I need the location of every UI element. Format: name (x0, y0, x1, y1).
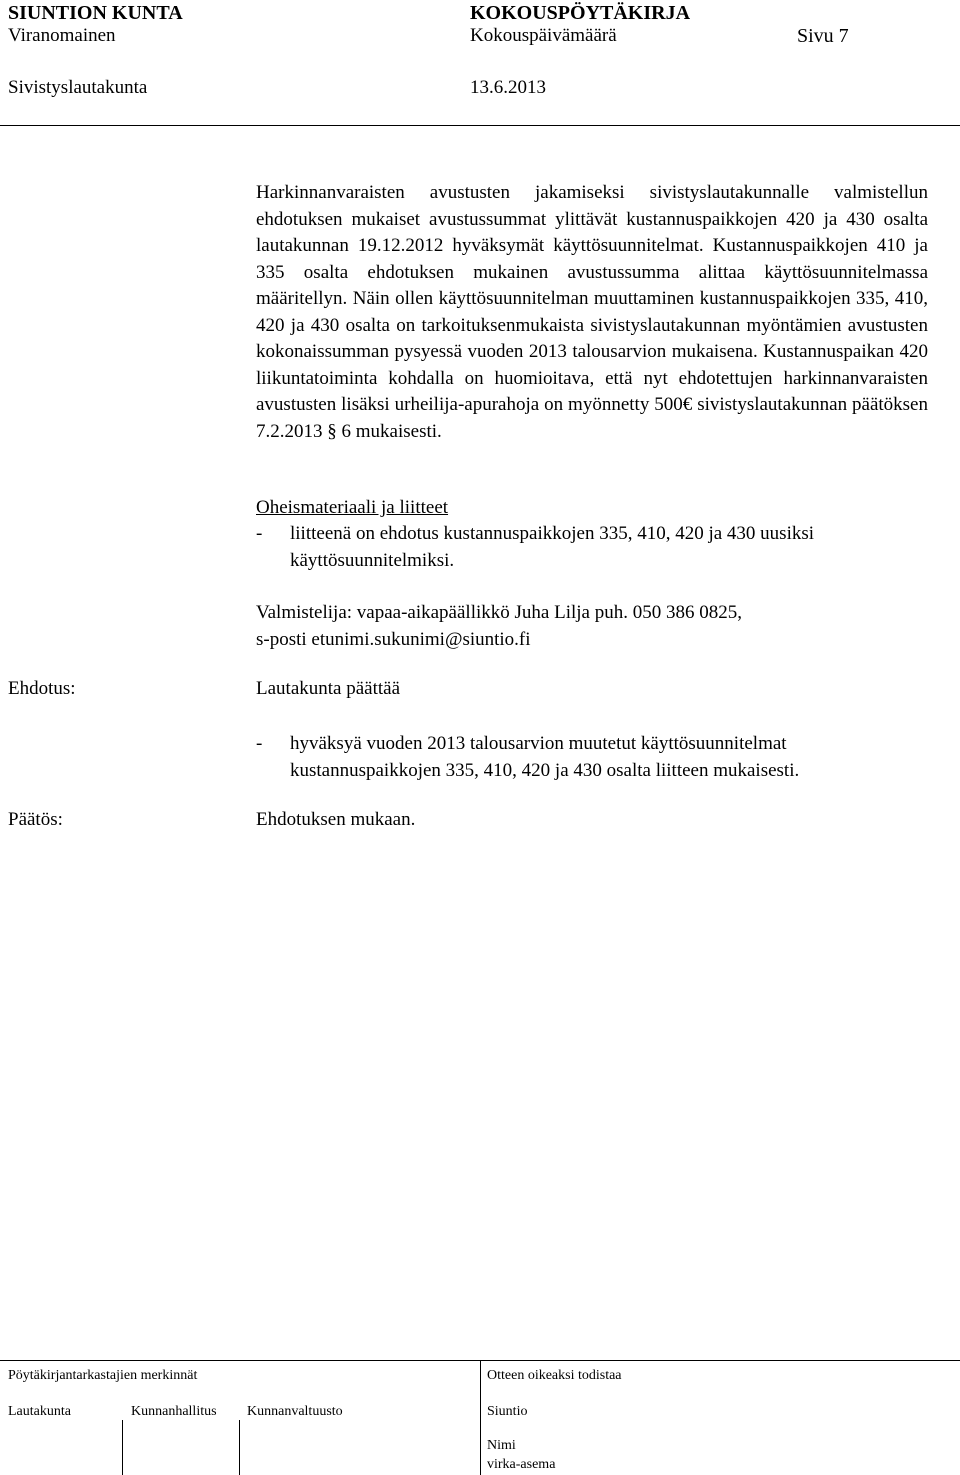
authority-name: Sivistyslautakunta (8, 77, 148, 98)
page-number: Sivu 7 (797, 25, 849, 47)
proposal-item: hyväksyä vuoden 2013 talousarvion muutetut käyttösuunnitelmat kustannuspaikkojen 335, 410, 420 ja 430 osalta liitteen mukaisesti. (290, 733, 800, 781)
main-paragraph (256, 180, 928, 445)
footer-col-kunnanhallitus: Kunnanhallitus (131, 1404, 217, 1419)
preparer-line: Valmistelija: vapaa-aikapäällikkö Juha Lilja puh. 050 386 0825, (256, 602, 742, 623)
proposal-dash: - (256, 733, 263, 754)
email-line: s-posti etunimi.sukunimi@siuntio.fi (256, 628, 531, 650)
attachment-dash: - (256, 523, 263, 544)
footer-name-label: Nimi (487, 1438, 516, 1453)
footer-divider-main (480, 1360, 481, 1475)
proposal-label: Ehdotus: (8, 678, 76, 699)
organization-name: SIUNTION KUNTA (8, 2, 183, 24)
footer-place: Siuntio (487, 1404, 528, 1419)
decision-label: Päätös: (8, 809, 63, 830)
header-divider (0, 125, 960, 126)
authority-label: Viranomainen (8, 25, 116, 46)
attachments-section (256, 495, 928, 522)
attachments-heading: Oheismateriaali ja liitteet (256, 497, 449, 518)
footer-divider-1 (122, 1420, 123, 1475)
attachment-item: liitteenä on ehdotus kustannuspaikkojen 335, 410, 420 ja 430 uusiksi käyttösuunnitelmiksi. (290, 523, 815, 571)
document-type: KOKOUSPÖYTÄKIRJA (470, 2, 691, 24)
certified-label: Otteen oikeaksi todistaa (487, 1368, 622, 1383)
proposal-intro: Lautakunta päättää (256, 678, 401, 699)
decision-text: Ehdotuksen mukaan. (256, 809, 416, 830)
footer-col-kunnanvaltuusto: Kunnanvaltuusto (247, 1404, 343, 1419)
meeting-date: 13.6.2013 (470, 77, 546, 98)
paragraph-text: Harkinnanvaraisten avustusten jakamiseksi sivistyslautakunnalle valmistellun ehdotuksen mukaiset avustussummat ylittävät kustannuspaikkojen 420 ja 430 osalta lautakunnan 19.12.2012 hyväksymät käyttösuunnitelmat. Kustannuspaikkojen 410 ja 335 osalta ehdotuksen mukainen avustussumma alittaa käyttösuunnitelmassa määritellyn. Näin ollen käyttösuunnitelman muuttaminen kustannuspaikkojen 335, 410, 420 ja 430 osalta on tarkoituksenmukaista sivistyslautakunnan myöntämien avustusten kokonaissumman pysyessä vuoden 2013 talousarvion mukaisena. Kustannuspaikan 420 liikuntatoiminta kohdalla on huomioitava, että nyt ehdotettujen harkinnanvaraisten avustusten lisäksi urheilija-apurahoja on myönnetty 500€ sivistyslautakunnan päätöksen 7.2.2013 § 6 mukaisesti. (256, 182, 928, 442)
footer-divider-2 (239, 1420, 240, 1475)
footer-col-lautakunta: Lautakunta (8, 1404, 71, 1419)
footer-position-label: virka-asema (487, 1457, 556, 1472)
meeting-date-label: Kokouspäivämäärä (470, 25, 617, 46)
preparer-block (256, 600, 928, 653)
inspectors-label: Pöytäkirjantarkastajien merkinnät (8, 1368, 198, 1383)
